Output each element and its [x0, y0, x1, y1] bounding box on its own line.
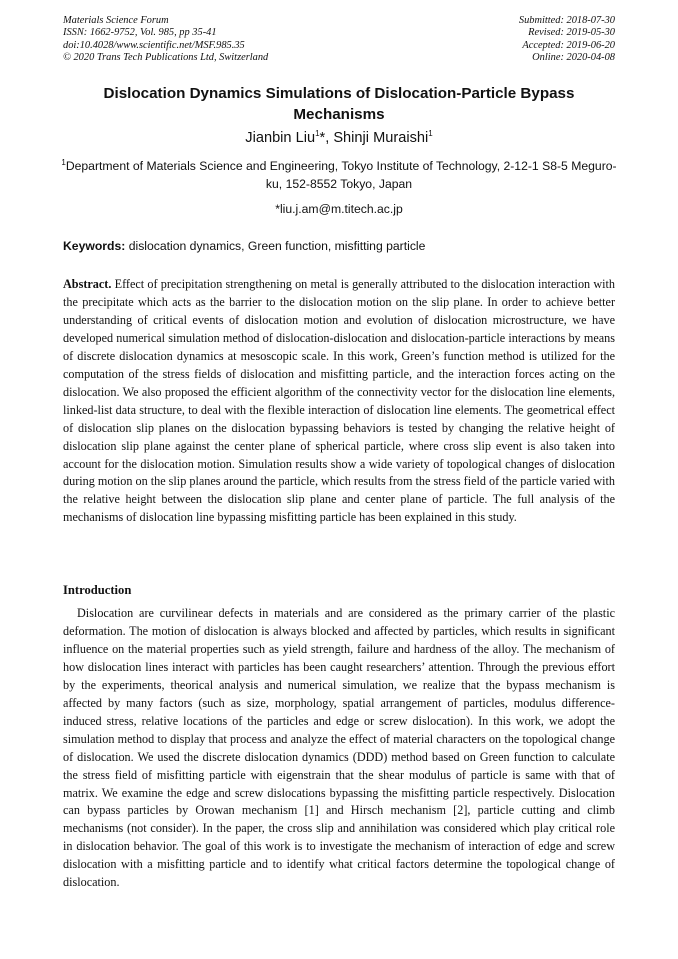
keywords-text: dislocation dynamics, Green function, misfitting particle: [128, 239, 426, 253]
date-revised: Revised: 2019-05-30: [528, 27, 615, 39]
paper-title: Dislocation Dynamics Simulations of Dislocation-Particle Bypass Mechanisms: [103, 85, 575, 123]
abstract-text: Effect of precipitation strengthening on metal is generally attributed to the dislocation interaction with the precipitate which acts as the barrier to the dislocation motion on the slip plane. In order to achieve better understanding of critical events of dislocation motion and evolution of dislocation microstructure, we have developed numerical simulation method of dislocation-dislocation and dislocation-particle interactions by means of discrete dislocation dynamics at mesoscopic scale. In this work, Green’s function method is utilized for the computation of the stress fields of dislocation and misfitting particle, and the interaction forces acting on the dislocation. We also proposed the efficient algorithm of the connectivity vector for the dislocation line elements, linked-list data structure, to deal with the flexible interaction of dislocation line elements. The geometrical effect of dislocation slip planes on the dislocation bypassing behaviors is tested by changing the relative height of dislocation slip plane against the center plane of spherical particle, where cross slip event is also taken into account for the dislocation motion. Simulation results show a wide variety of topological changes of dislocation during motion on the slip planes around the particle, which results from the stress field of the particle varied with the relative height between the dislocation slip plane and center plane of particle. The full analysis of the mechanisms of dislocation line bypassing misfitting particle has been explained in this study.: [63, 277, 616, 525]
affiliation: [60, 157, 618, 193]
keywords: [63, 238, 615, 254]
date-submitted: Submitted: 2018-07-30: [518, 15, 615, 26]
date-online: Online: 2020-04-08: [532, 51, 615, 63]
author-name: Jianbin Liu: [245, 130, 316, 146]
affiliation-text: Department of Materials Science and Engineering, Tokyo Institute of Technology, 2-12-1 S8-5 Meguro-ku, 152-8552 Tokyo, Japan: [65, 159, 617, 191]
introduction-paragraph: Dislocation are curvilinear defects in materials and are considered as the primary carrier of the plastic deformation. The motion of dislocation is always blocked and affected by particles, which results in significant influence on the material properties such as yield strength, failure and hardness of the alloy. The mechanism of how dislocation lines interact with particles has been caught researchers’ attention. Through the previous effort by the experiments, theorical analysis and numerical simulation, we realize that the bypass mechanism is affected by many factors (such as size, morphology, spatial arrangement of particles, modulus difference-induced stress, relative locations of the particles and edge or screw dislocation). In this work, we adopt the simulation method to display that process and analyze the effect of material characters on the topological change of dislocation. We used the discrete dislocation dynamics (DDD) method based on Green function to calculate the stress field of misfitting particle with eigenstrain that the shear modulus of particle is same with that of matrix. We examine the edge and screw dislocations bypassing the misfitting particle respectively. Dislocation can bypass particles by Orowan mechanism [1] and Hirsch mechanism [2], particle cutting and climb mechanisms (not consider). In the paper, the cross slip and annihilation was considered which play critical role in dislocation behavior. The goal of this work is to investigate the mechanism of interaction of edge and screw dislocation with a misfitting particle and to identify what critical factors determine the topological change of dislocation.: [63, 606, 615, 890]
keywords-label: Keywords:: [63, 239, 126, 253]
author-list: [0, 129, 678, 147]
journal-issn: ISSN: 1662-9752, Vol. 985, pp 35-41: [63, 27, 217, 39]
date-accepted: Accepted: 2019-06-20: [522, 39, 615, 51]
journal-name: Materials Science Forum: [63, 15, 169, 26]
journal-copyright: © 2020 Trans Tech Publications Ltd, Switzerland: [63, 51, 269, 63]
corresponding-email[interactable]: *liu.j.am@m.titech.ac.jp: [275, 202, 403, 216]
affiliation-number: 1: [61, 157, 66, 167]
author-name: Shinji Muraishi: [333, 130, 429, 146]
journal-info: [63, 15, 268, 64]
corresponding-marker: *: [319, 130, 326, 146]
author-separator: ,: [325, 130, 334, 146]
journal-doi[interactable]: doi:10.4028/www.scientific.net/MSF.985.35: [63, 39, 245, 51]
publication-dates: [519, 15, 615, 64]
section-heading-introduction: Introduction: [63, 583, 132, 597]
abstract-label: Abstract.: [63, 277, 112, 291]
abstract: [63, 276, 615, 527]
affiliation-marker: 1: [428, 129, 433, 139]
affiliation-marker: 1: [315, 129, 320, 139]
